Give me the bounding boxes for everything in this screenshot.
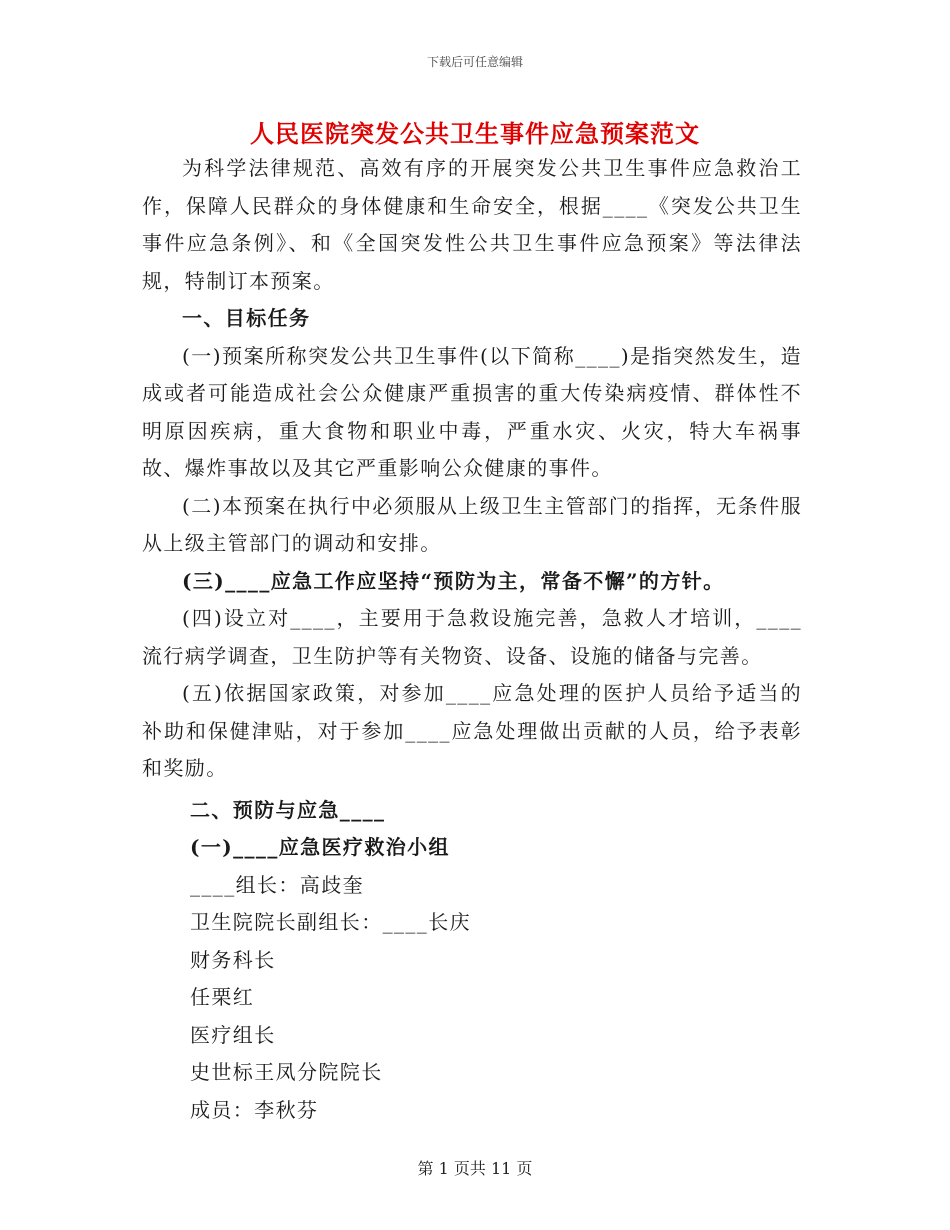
page-header-note: 下载后可任意编辑 bbox=[426, 55, 523, 69]
subsection-heading-team: (一)____应急医疗救治小组 bbox=[190, 835, 450, 859]
document-body bbox=[142, 150, 802, 1129]
section-heading-objectives: 一、目标任务 bbox=[182, 306, 311, 330]
paragraph-item-5: (五)依据国家政策，对参加____应急处理的医护人员给予适当的补助和保健津贴，对于参加____应急处理做出贡献的人员，给予表彰和奖励。 bbox=[142, 681, 802, 780]
team-line: 医疗组长 bbox=[190, 1022, 276, 1047]
team-line: ____组长：高歧奎 bbox=[190, 872, 364, 897]
intro-paragraph: 为科学法律规范、高效有序的开展突发公共卫生事件应急救治工作，保障人民群众的身体健康和生命安全，根据____《突发公共卫生事件应急条例》、和《全国突发性公共卫生事件应急预案》等法律法规，特制订本预案。 bbox=[142, 156, 802, 293]
paragraph-item-4: (四)设立对____，主要用于急救设施完善，急救人才培训，____流行病学调查，卫生防护等有关物资、设备、设施的储备与完善。 bbox=[142, 606, 802, 668]
paragraph-item-3: (三)____应急工作应坚持“预防为主，常备不懈”的方针。 bbox=[182, 568, 725, 593]
team-line: 财务科长 bbox=[190, 947, 276, 972]
document-title: 人民医院突发公共卫生事件应急预案范文 bbox=[250, 119, 700, 148]
team-line: 卫生院院长副组长：____长庆 bbox=[190, 910, 471, 934]
paragraph-item-1: (一)预案所称突发公共卫生事件(以下简称____)是指突然发生，造成或者可能造成社会公众健康严重损害的重大传染病疫情、群体性不明原因疾病，重大食物和职业中毒，严重水灾、火灾，特大车祸事故、爆炸事故以及其它严重影响公众健康的事件。 bbox=[142, 343, 802, 480]
team-line: 成员：李秋芬 bbox=[190, 1097, 319, 1122]
page-number: 第 1 页共 11 页 bbox=[417, 1159, 533, 1178]
paragraph-item-2: (二)本预案在执行中必须服从上级卫生主管部门的指挥，无条件服从上级主管部门的调动和安排。 bbox=[142, 493, 802, 555]
team-line: 史世标王凤分院院长 bbox=[190, 1060, 383, 1084]
section-heading-prevention: 二、预防与应急____ bbox=[190, 797, 386, 822]
team-line: 任栗红 bbox=[190, 985, 255, 1009]
